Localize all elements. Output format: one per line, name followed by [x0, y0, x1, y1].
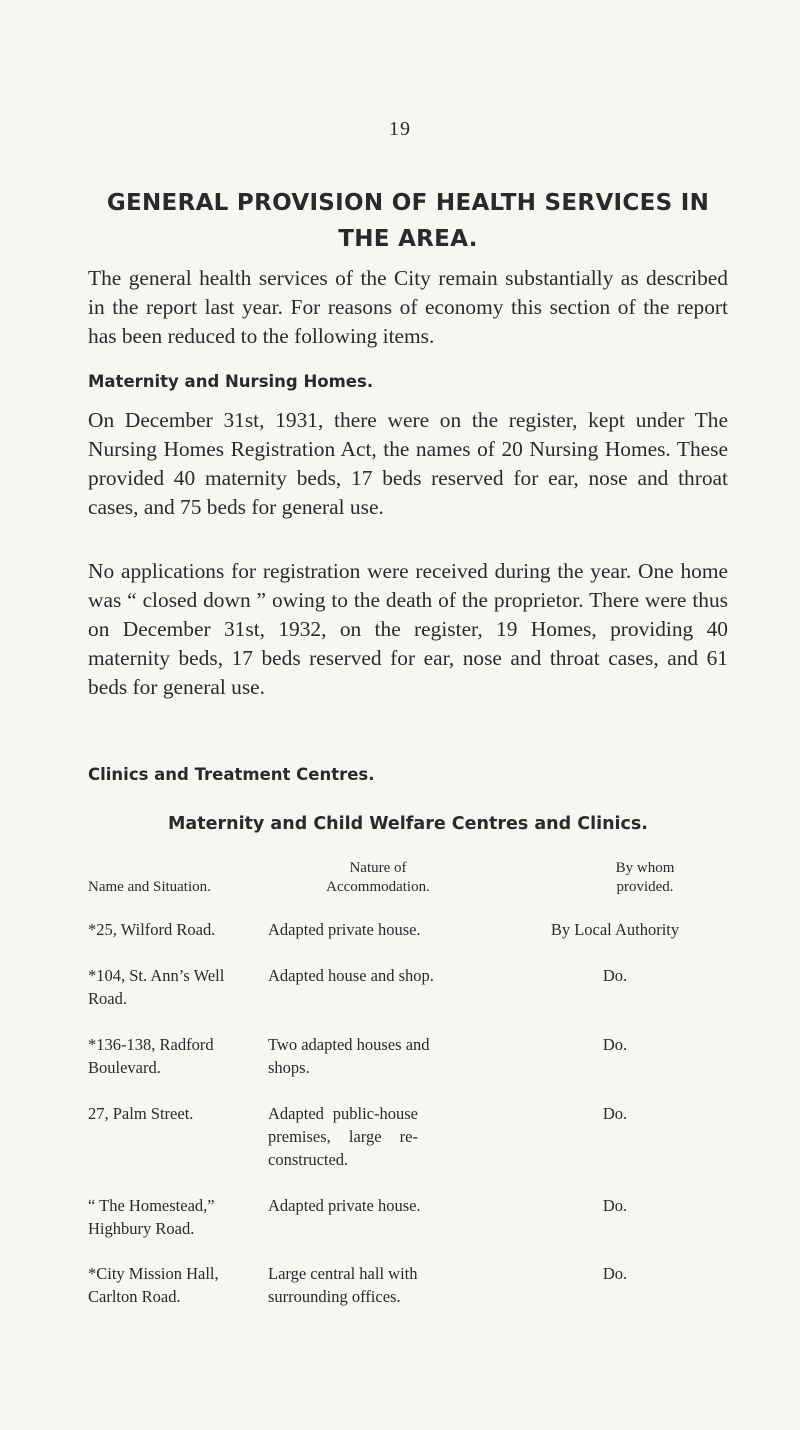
- row-nature: Adapted house and shop.: [268, 966, 434, 985]
- row-name: *City Mission Hall, Carlton Road.: [88, 1264, 219, 1306]
- clinics-heading: Clinics and Treatment Centres.: [88, 765, 375, 784]
- header-by-whom-line-2: provided.: [616, 879, 674, 895]
- row-nature: Adapted public-house premises, large re-constructed.: [268, 1104, 418, 1169]
- header-nature-line-2: Accommodation.: [326, 879, 430, 895]
- main-heading: GENERAL PROVISION OF HEALTH SERVICES IN THE AREA.: [106, 190, 710, 252]
- header-by-whom-line-1: By whom: [615, 860, 675, 876]
- row-name: 27, Palm Street.: [88, 1104, 194, 1123]
- row-nature: Adapted private house.: [268, 1196, 421, 1215]
- clinics-subheading: Maternity and Child Welfare Centres and Clinics.: [168, 814, 648, 834]
- maternity-homes-paragraph-2: No applications for registration were received during the year. One home was “ closed down ” owing to the death of the proprietor. There were thus on December 31st, 1932, on the register, 19 Homes, providing 40 maternity beds, 17 beds reserved for ear, nose and throat cases, and 61 beds for general use.: [88, 559, 728, 699]
- row-name: *104, St. Ann’s Well Road.: [88, 966, 225, 1008]
- header-nature-line-1: Nature of: [349, 860, 407, 876]
- row-name: *136-138, Radford Boulevard.: [88, 1035, 214, 1077]
- row-by-whom: Do.: [602, 1035, 628, 1054]
- row-nature: Large central hall with surrounding offices.: [268, 1264, 418, 1306]
- row-by-whom: Do.: [602, 1196, 628, 1215]
- maternity-homes-paragraph-1: On December 31st, 1931, there were on the register, kept under The Nursing Homes Registration Act, the names of 20 Nursing Homes. These provided 40 maternity beds, 17 beds reserved for ear, nose and throat cases, and 75 beds for general use.: [88, 408, 728, 519]
- row-by-whom: Do.: [602, 1264, 628, 1283]
- row-nature: Adapted private house.: [268, 920, 421, 939]
- row-by-whom: Do.: [602, 1104, 628, 1123]
- header-name: Name and Situation.: [88, 879, 211, 895]
- header-by-whom: [560, 859, 730, 897]
- intro-paragraph: The general health services of the City remain substantially as described in the report last year. For reasons of economy this section of the report has been reduced to the following items.: [88, 266, 728, 348]
- row-name: “ The Homestead,” Highbury Road.: [88, 1196, 215, 1238]
- row-by-whom: By Local Authority: [550, 920, 680, 939]
- row-by-whom: Do.: [602, 966, 628, 985]
- header-nature: [268, 859, 488, 897]
- page-number: 19: [389, 118, 411, 140]
- row-nature: Two adapted houses and shops.: [268, 1035, 430, 1077]
- row-name: *25, Wilford Road.: [88, 920, 216, 939]
- maternity-homes-heading: Maternity and Nursing Homes.: [88, 372, 374, 391]
